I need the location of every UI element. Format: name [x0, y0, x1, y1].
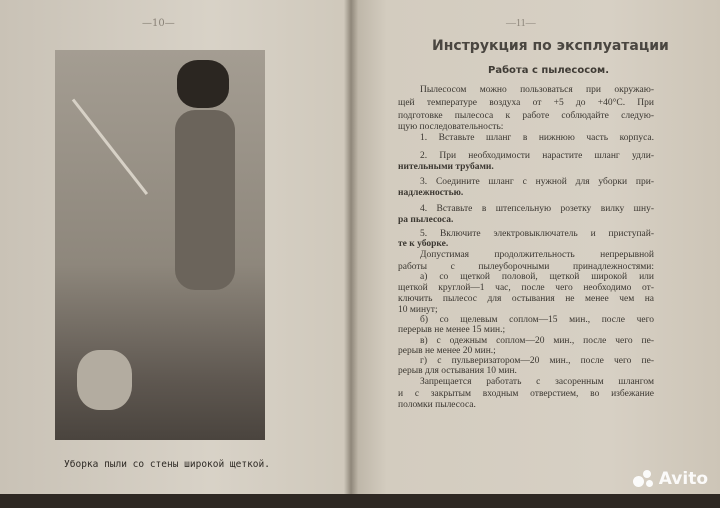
text-line: ключить пылесос для остывания не менее чем на	[398, 294, 654, 304]
text-line: 3. Соедините шланг с нужной для уборки при-	[420, 177, 654, 187]
text-line: щеткой круглой—1 час, после чего необходимо от-	[398, 283, 654, 293]
text-line: 10 минут;	[398, 305, 438, 315]
text-line: ра пылесоса.	[398, 215, 454, 225]
text-line: щую последовательность:	[398, 122, 504, 132]
text-line: перерыв не менее 15 мин.;	[398, 325, 506, 335]
left-page	[0, 0, 352, 508]
table-edge	[0, 494, 720, 508]
text-line: те к уборке.	[398, 239, 449, 249]
text-line: а) со щеткой половой, щеткой широкой или	[420, 272, 654, 282]
avito-logo-icon	[633, 470, 655, 488]
text-line: 2. При необходимости нарастите шланг удли-	[420, 151, 654, 161]
page-number: —10—	[142, 18, 175, 29]
text-line: поломки пылесоса.	[398, 400, 476, 410]
avito-watermark	[633, 469, 708, 489]
text-line: рерыв для остывания 10 мин.	[398, 366, 517, 376]
vacuum-cleaner	[77, 350, 132, 410]
figure-dress	[175, 110, 235, 290]
photo-caption: Уборка пыли со стены широкой щеткой.	[64, 459, 270, 470]
text-line: Пылесосом можно пользоваться при окружаю-	[420, 85, 654, 95]
section-title: Работа с пылесосом.	[488, 65, 609, 76]
vacuum-photo	[55, 50, 265, 440]
page-number: —11—	[506, 18, 536, 29]
text-line: г) с пульверизатором—20 мин., после чего пе-	[420, 356, 654, 366]
text-line: и с закрытым входным отверстием, во избежание	[398, 389, 654, 399]
text-line: в) с одежным соплом—20 мин., после чего пе-	[420, 336, 654, 346]
text-line: щей температуре воздуха от +5 до +40°С. При	[398, 98, 654, 108]
text-line: рерыв не менее 20 мин.;	[398, 346, 496, 356]
vacuum-wand	[72, 99, 148, 195]
text-line: б) со щелевым соплом—15 мин., после чего	[420, 315, 654, 325]
book-gutter	[344, 0, 358, 508]
text-line: 4. Вставьте в штепсельную розетку вилку шну-	[420, 204, 654, 214]
avito-text: Avito	[658, 469, 708, 489]
text-line: 1. Вставьте шланг в нижнюю часть корпуса.	[420, 133, 654, 143]
text-line: надлежностью.	[398, 188, 464, 198]
text-line: Запрещается работать с засоренным шлангом	[420, 377, 654, 387]
text-line: Допустимая продолжительность непрерывной	[420, 250, 654, 260]
text-line: работы с пылеуборочными принадлежностями:	[398, 262, 654, 272]
text-line: подготовке пылесоса к работе соблюдайте следую-	[398, 111, 654, 121]
instructions-text	[398, 0, 669, 430]
figure-hair	[177, 60, 229, 108]
text-line: нительными трубами.	[398, 162, 494, 172]
page-title: Инструкция по эксплуатации	[432, 38, 669, 54]
text-line: 5. Включите электровыключатель и приступай-	[420, 229, 654, 239]
